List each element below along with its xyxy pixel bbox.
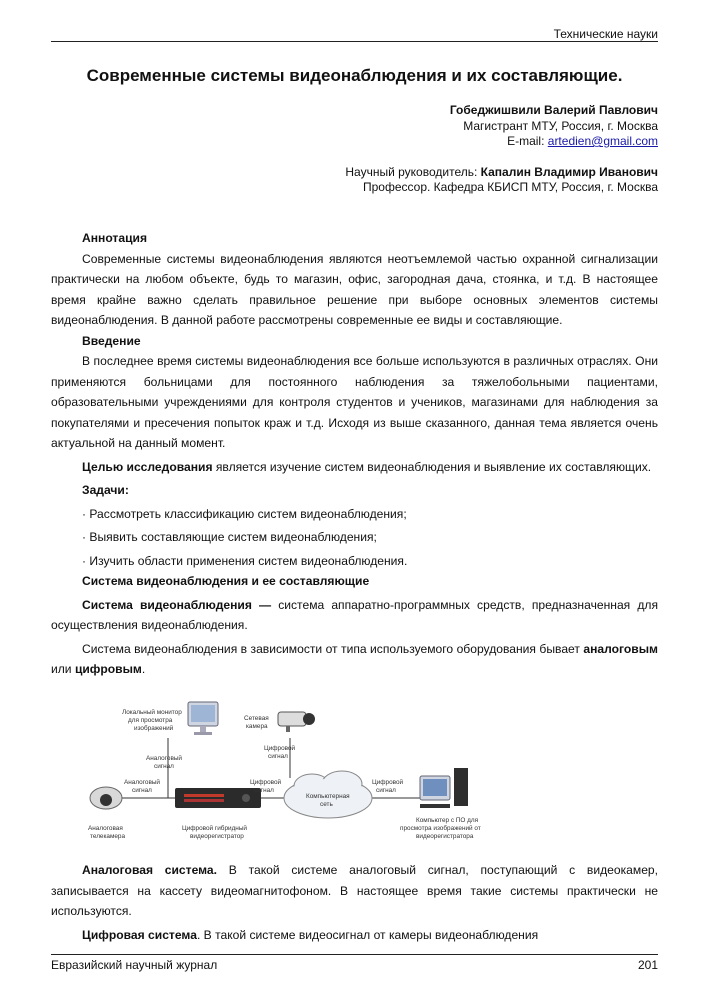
definition-text: система аппаратно-программных средств, предназначенная для осуществления видеонаблюдения.: [51, 597, 658, 632]
label-digital-signal-mid-2: сигнал: [254, 787, 274, 794]
label-network-camera-2: камера: [246, 723, 268, 730]
tasks-heading: Задачи:: [82, 483, 129, 497]
computer-icon: [420, 768, 468, 808]
goal-paragraph: [51, 457, 658, 478]
video-surveillance-diagram: [80, 698, 500, 850]
label-dvr-1: Цифровой гибридный: [182, 825, 247, 832]
type-digital: цифровым: [74, 662, 142, 676]
footer-rule: [51, 954, 658, 955]
label-computer-network-2: сеть: [320, 801, 333, 808]
author-name: Гобеджишвили Валерий Павлович: [449, 103, 658, 117]
email-link[interactable]: artedien@gmail.com: [547, 134, 658, 148]
definition-lead: Система видеонаблюдения —: [82, 597, 272, 612]
author-block: [345, 103, 658, 196]
main-text-top: [51, 228, 658, 680]
email-label: E-mail:: [507, 134, 548, 148]
label-analog-signal-left-1: Аналоговый: [124, 779, 161, 786]
types-paragraph: [51, 639, 658, 680]
label-digital-signal-top-1: Цифровой: [264, 745, 296, 752]
types-end: .: [141, 662, 146, 676]
supervisor-affiliation: Профессор. Кафедра КБИСП МТУ, Россия, г. Москва: [362, 180, 658, 194]
dvr-icon: [175, 788, 261, 808]
goal-lead: Целью исследования: [82, 459, 213, 474]
supervisor-name: Капалин Владимир Иванович: [480, 164, 658, 179]
digital-system-text: . В такой системе видеосигнал от камеры видеонаблюдения: [196, 927, 539, 942]
author-affiliation: Магистрант МТУ, Россия, г. Москва: [463, 118, 658, 133]
header-rule: [51, 41, 658, 42]
label-network-camera-1: Сетевая: [244, 715, 269, 722]
digital-system-lead: Цифровая система: [82, 927, 197, 942]
page-number: 201: [637, 958, 658, 972]
label-monitor-2: для просмотра: [128, 717, 173, 724]
section-heading: Система видеонаблюдения и ее составляющие: [82, 574, 370, 588]
analog-system-text: В такой системе аналоговый сигнал, поступающий с видеокамер, записывается на кассету видеомагнитофоном. В настоящее время такие системы практически не используются.: [51, 863, 659, 918]
abstract-heading: Аннотация: [82, 231, 148, 245]
analog-camera-icon: [90, 787, 122, 809]
label-monitor-3: изображений: [134, 725, 174, 732]
type-analog: аналоговым: [583, 641, 658, 656]
author-email-line: [345, 134, 658, 150]
definition-paragraph: [51, 595, 658, 636]
intro-text: В последнее время системы видеонаблюдения все больше используются в различных отраслях. Они применяются больницами для постоянного наблюдения за тяжелобольными пациентами, образовательными учреждениями для контроля студентов и учеников, магазинами для наблюдения за покупателями и пресечения попыток краж и т.д. Исходя из выше сказанного, данная тема является очень актуальной на данный момент.: [51, 354, 658, 450]
intro-heading: Введение: [82, 333, 141, 348]
label-analog-camera-1: Аналоговая: [88, 825, 123, 832]
label-digital-signal-right-2: сигнал: [376, 787, 396, 794]
task-item-3: · Изучить области применения систем видеонаблюдения.: [82, 553, 408, 568]
label-computer-3: видеорегистратора: [416, 833, 474, 840]
label-computer-2: просмотра изображений от: [400, 825, 481, 832]
label-monitor-1: Локальный монитор: [122, 709, 182, 716]
label-digital-signal-mid-1: Цифровой: [250, 779, 282, 786]
main-text-bottom: [51, 860, 658, 945]
types-or: или: [51, 662, 75, 676]
monitor-icon: [188, 702, 218, 735]
running-header: Технические науки: [553, 27, 658, 41]
label-computer-network-1: Компьютерная: [306, 793, 350, 800]
goal-text: является изучение систем видеонаблюдения и выявление их составляющих.: [212, 459, 652, 474]
analog-system-lead: Аналоговая система.: [82, 863, 218, 877]
task-item-1: · Рассмотреть классификацию систем видеонаблюдения;: [82, 506, 407, 521]
label-analog-camera-2: телекамера: [90, 833, 126, 840]
label-analog-signal-left-2: сигнал: [132, 787, 152, 794]
label-computer-1: Компьютер с ПО для: [416, 817, 479, 824]
analog-system-paragraph: [51, 860, 658, 922]
types-text: Система видеонаблюдения в зависимости от типа используемого оборудования бывает: [82, 641, 584, 656]
supervisor-label: Научный руководитель:: [345, 164, 481, 179]
network-camera-icon: [278, 712, 315, 732]
abstract-text: Современные системы видеонаблюдения являются неотъемлемой частью охранной сигнализации практически на любом объекте, будь то магазин, офис, загородная дача, стоянка, и т.д. В настоящее время крайне важно сделать правильное решение при выборе основных элементов системы видеонаблюдения. В данной работе рассмотрены современные ее виды и составляющие.: [51, 251, 658, 327]
label-digital-signal-right-1: Цифровой: [372, 779, 404, 786]
label-analog-signal-top-1: Аналоговый: [146, 755, 183, 762]
journal-name: Евразийский научный журнал: [51, 958, 218, 972]
supervisor-line: [345, 165, 658, 181]
label-analog-signal-top-2: сигнал: [154, 763, 174, 770]
task-item-2: · Выявить составляющие систем видеонаблюдения;: [82, 530, 377, 544]
label-digital-signal-top-2: сигнал: [268, 753, 288, 760]
article-title: Современные системы видеонаблюдения и их составляющие.: [86, 66, 623, 85]
label-dvr-2: видеорегистратор: [190, 833, 244, 840]
digital-system-paragraph: [51, 925, 658, 946]
